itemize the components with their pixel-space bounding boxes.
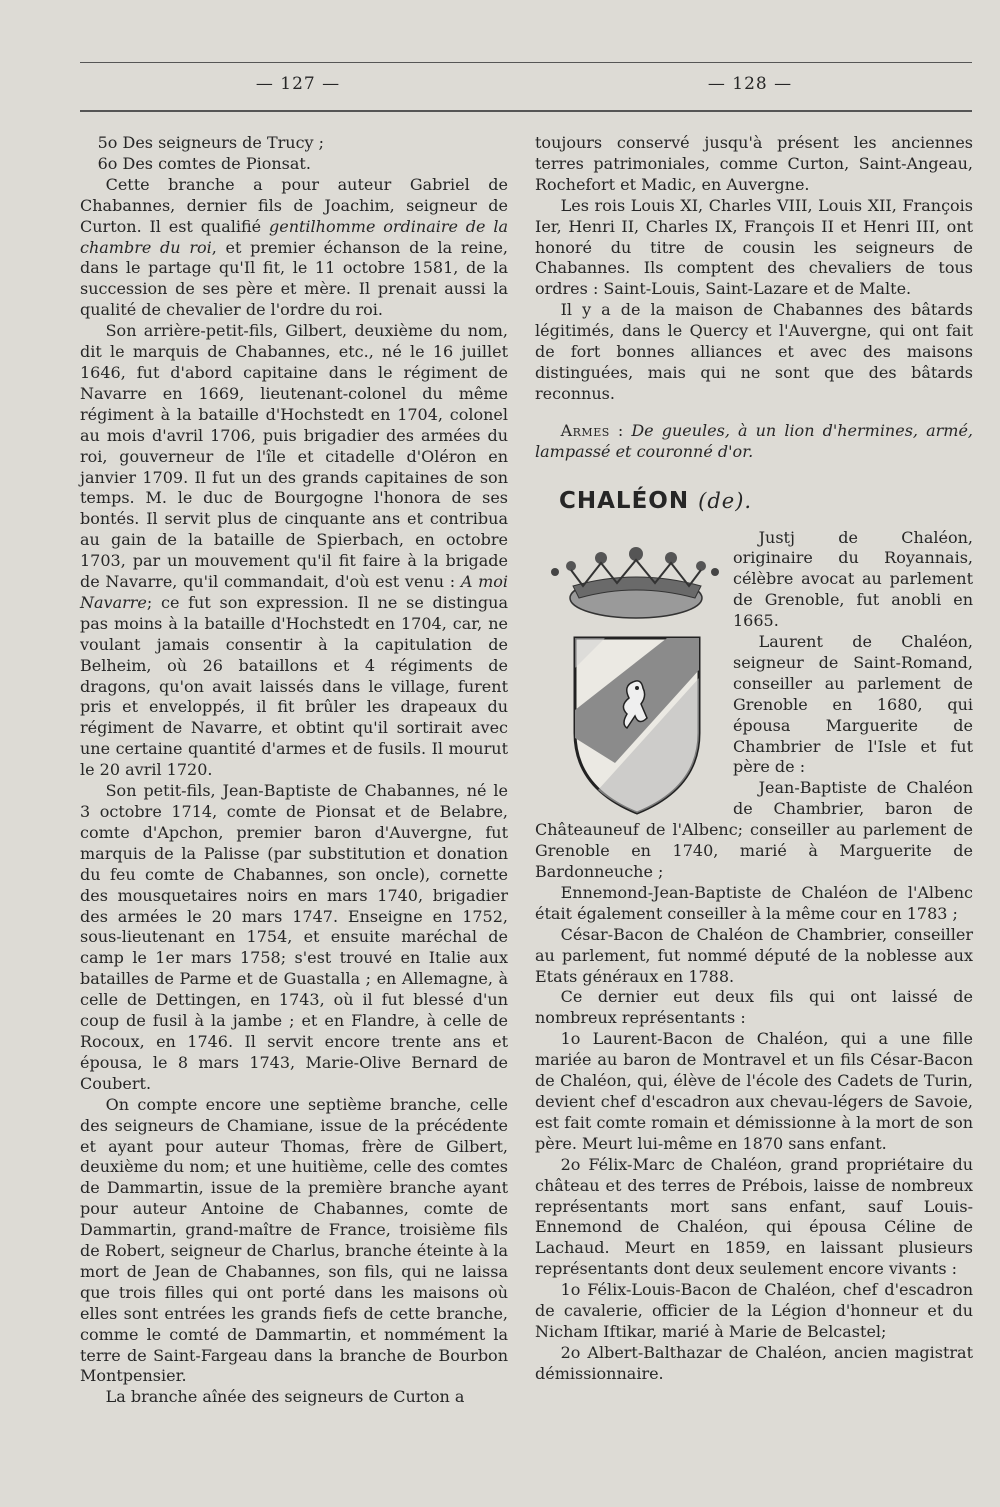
paragraph: Justj de Chaléon, originaire du Royannais, célèbre avocat au parlement de Grenoble, fut anobli en 1665. — [733, 527, 973, 631]
paragraph: Son arrière-petit-fils, Gilbert, deuxième du nom, dit le marquis de Chabannes, etc., né le 16 juillet 1646, fut d'abord capitaine dans le régiment de Navarre en 1669, lieutenant-colonel du même régiment à la bataille d'Hochstedt en 1704, colonel au mois d'avril 1706, puis brigadier des armées du roi, gouverneur de l'île et citadelle d'Oléron en janvier 1709. Il fut un des grands capitaines de son temps. M. le duc de Bourgogne l'honora de ses bontés. Il servit plus de cinquante ans et contribua au gain de la bataille de Spierbach, en octobre 1703, par un mouvement qu'il fit faire à la brigade de Navarre, qu'il commandait, d'où est venu : A moi Navarre; ce fut son expression. Il ne se distingua pas moins à la bataille d'Hochstedt en 1704, car, ne voulant jamais consentir à la capitulation de Belheim, où 26 bataillons et 4 régiments de dragons, qu'on avait laissés dans le village, furent pris et enveloppés, il fit brûler les drapeaux du régiment de Navarre, et obtint qu'il sortirait avec une certaine quantité d'armes et de fusils. Il mourut le 20 avril 1720. — [80, 321, 509, 780]
paragraph: Cette branche a pour auteur Gabriel de Chabannes, dernier fils de Joachim, seigneur de Curton. Il est qualifié gentilhomme ordinaire de la chambre du roi, et premier échanson de la reine, dans le partage qu'Il fit, le 11 octobre 1581, de la succession de ses père et mère. Il prenait aussi la qualité de chevalier de l'ordre du roi. — [80, 174, 509, 320]
armes-label: Armes — [560, 420, 610, 440]
paragraph: Ce dernier eut deux fils qui ont laissé de nombreux représentants : — [535, 987, 973, 1028]
paragraph: Son petit-fils, Jean-Baptiste de Chabannes, né le 3 octobre 1714, comte de Pionsat et de Belabre, comte d'Apchon, premier baron d'Auvergne, fut marquis de la Palisse (par substitution et donation du feu comte de Chabannes, son oncle), cornette des mousquetaires noirs en mars 1740, brigadier des armées le 20 mars 1747. Enseigne en 1752, sous-lieutenant en 1754, et ensuite maréchal de camp le 1er mars 1758; s'est trouvé en Italie aux batailles de Parme et de Guastalla ; en Allemagne, à celle de Dettingen, en 1743, où il fut blessé d'un coup de fusil à la jambe ; et en Flandre, à celle de Rocoux, en 1746. Il servit encore trente ans et épousa, le 8 mars 1743, Marie-Olive Bernard de Coubert. — [80, 781, 508, 1093]
paragraph: Il y a de la maison de Chabannes des bâtards légitimés, dans le Quercy et l'Auvergne, qui ont fait de fort bonnes alliances et avec des maisons distinguées, mais qui ne sont que des bâtards reconnus. — [535, 300, 973, 403]
paragraph: 2o Albert-Balthazar de Chaléon, ancien magistrat démissionnaire. — [535, 1342, 973, 1383]
paragraph: César-Bacon de Chaléon de Chambrier, conseiller au parlement, fut nommé député de la noblesse aux Etats généraux en 1788. — [535, 924, 973, 986]
paragraph: Jean-Baptiste de Chaléon de Chambrier, baron de Châteauneuf de l'Albenc; conseiller au parlement de Grenoble en 1740, marié à Marguerite de Bardonneuche ; — [535, 778, 973, 881]
paragraph: La branche aînée des seigneurs de Curton a — [105, 1387, 465, 1407]
paragraph: toujours conservé jusqu'à présent les anciennes terres patrimoniales, comme Curton, Saint-Angeau, Rochefort et Madic, en Auvergne. — [535, 133, 973, 194]
paragraph: 5o Des seigneurs de Trucy ; — [97, 133, 325, 152]
right-column — [535, 133, 973, 1385]
italic-phrase: gentilhomme ordinaire de la chambre du roi — [80, 216, 508, 257]
coat-of-arms-illustration — [543, 528, 725, 820]
shield-icon — [575, 638, 699, 813]
paragraph: Ennemond-Jean-Baptiste de Chaléon de l'Albenc était également conseiller à la même cour en 1783 ; — [535, 882, 973, 923]
italic-phrase: A moi Navarre — [80, 572, 509, 612]
blazon-text: De gueules, à un lion d'hermines, armé, lampassé et couronné d'or. — [535, 420, 973, 461]
paragraph: On compte encore une septième branche, celle des seigneurs de Chamiane, issue de la précédente et ayant pour auteur Thomas, frère de Gilbert, deuxième du nom; et une huitième, celle des comtes de Dammartin, issue de la première branche ayant pour auteur Antoine de Chabannes, comte de Dammartin, grand-maître de France, troisième fils de Robert, seigneur de Charlus, branche éteinte à la mort de Jean de Chabannes, son fils, qui ne laissa que trois filles qui ont porté dans les maisons où elles sont entrées les grands fiefs de cette branche, comme le comté de Dammartin, et nommément la terre de Saint-Fargeau dans la branche de Bourbon Montpensier. — [80, 1094, 508, 1386]
armes-paragraph: Armes : De gueules, à un lion d'hermines, armé, lampassé et couronné d'or. — [535, 420, 973, 461]
header-rule — [80, 110, 972, 112]
left-column — [80, 133, 508, 1408]
paragraph: 6o Des comtes de Pionsat. — [97, 153, 311, 173]
paragraph: 1o Laurent-Bacon de Chaléon, qui a une fille mariée au baron de Montravel et un fils César-Bacon de Chaléon, qui, élève de l'école des Cadets de Turin, devient chef d'escadron aux chevau-légers de Savoie, est fait comte romain et démissionne à la mort de son père. Meurt lui-même en 1870 sans enfant. — [535, 1029, 973, 1153]
paragraph: 2o Félix-Marc de Chaléon, grand propriétaire du château et des terres de Prébois, laisse de nombreux représentants mort sans enfant, sauf Louis-Ennemond de Chaléon, qui épousa Céline de Lachaud. Meurt en 1859, en laissant plusieurs représentants dont deux seulement encore vivants : — [535, 1154, 973, 1279]
coronet-icon — [551, 547, 719, 618]
page-number-right: — 128 — — [707, 74, 793, 94]
page-number-left: — 127 — — [255, 74, 341, 94]
paragraph: 1o Félix-Louis-Bacon de Chaléon, chef d'escadron de cavalerie, officier de la Légion d'honneur et du Nicham Iftikar, marié à Marie de Belcastel; — [535, 1280, 973, 1341]
paragraph: Laurent de Chaléon, seigneur de Saint-Romand, conseiller au parlement de Grenoble en 1680, qui épousa Marguerite de Chambrier de l'Isle et fut père de : — [733, 632, 973, 777]
section-heading: CHALÉON (de). — [559, 487, 753, 514]
top-rule — [80, 62, 972, 63]
paragraph: Les rois Louis XI, Charles VIII, Louis XII, François Ier, Henri II, Charles IX, François II et Henri III, ont honoré du titre de cousin les seigneurs de Chabannes. Ils comptent des chevaliers de tous ordres : Saint-Louis, Saint-Lazare et de Malte. — [535, 195, 973, 299]
